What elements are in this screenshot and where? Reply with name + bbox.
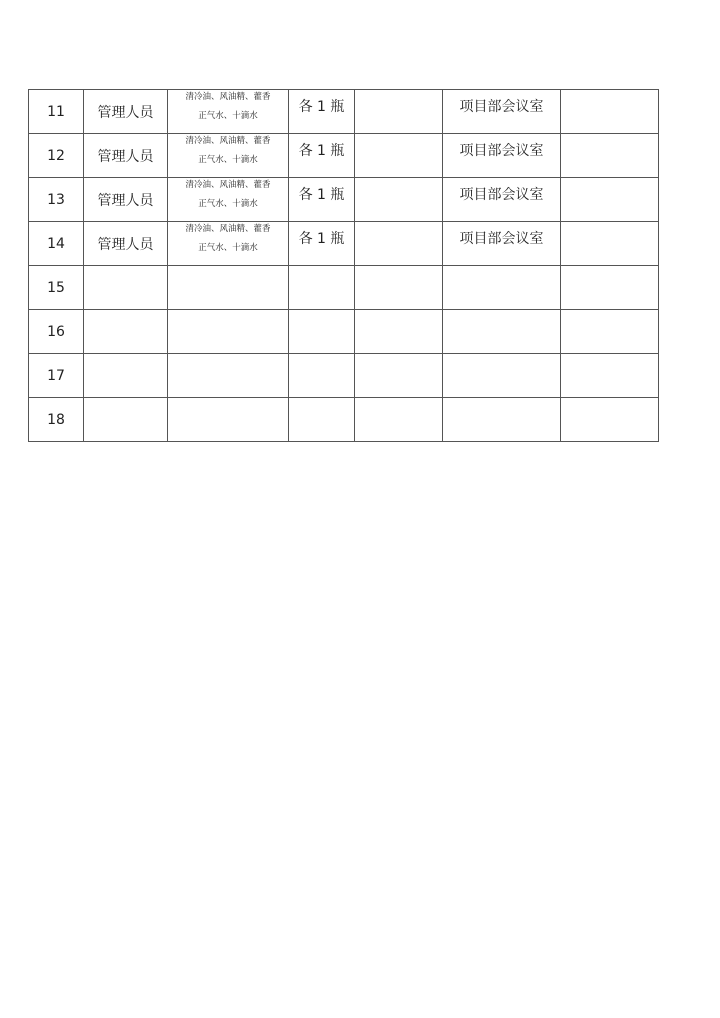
row-number: 15	[29, 266, 84, 310]
row-number: 18	[29, 398, 84, 442]
empty-cell	[355, 178, 443, 222]
note-cell	[561, 90, 659, 134]
row-number: 13	[29, 178, 84, 222]
row-number: 11	[29, 90, 84, 134]
empty-cell	[355, 134, 443, 178]
person-cell: 管理人员	[84, 134, 168, 178]
quantity-cell	[289, 310, 355, 354]
table-row	[29, 134, 659, 178]
row-number: 12	[29, 134, 84, 178]
items-line-1: 清冷油、风油精、藿香	[185, 180, 271, 190]
items-cell	[168, 354, 289, 398]
items-cell	[168, 266, 289, 310]
location-cell: 项目部会议室	[443, 178, 561, 222]
note-cell	[561, 178, 659, 222]
empty-cell	[355, 398, 443, 442]
note-cell	[561, 266, 659, 310]
table-row	[29, 398, 659, 442]
empty-cell	[355, 222, 443, 266]
note-cell	[561, 398, 659, 442]
items-cell	[168, 310, 289, 354]
location-cell	[443, 266, 561, 310]
items-line-2: 正气水、十滴水	[198, 155, 258, 165]
quantity-cell: 各 1 瓶	[289, 178, 355, 222]
note-cell	[561, 134, 659, 178]
table-row	[29, 310, 659, 354]
note-cell	[561, 222, 659, 266]
empty-cell	[355, 310, 443, 354]
table-row	[29, 90, 659, 134]
quantity-cell: 各 1 瓶	[289, 222, 355, 266]
location-cell	[443, 310, 561, 354]
table-row	[29, 266, 659, 310]
row-number: 16	[29, 310, 84, 354]
quantity-cell	[289, 354, 355, 398]
quantity-cell	[289, 266, 355, 310]
table-body	[29, 90, 659, 442]
items-cell	[168, 90, 289, 134]
person-cell: 管理人员	[84, 90, 168, 134]
location-cell: 项目部会议室	[443, 222, 561, 266]
person-cell	[84, 266, 168, 310]
table-row	[29, 354, 659, 398]
items-cell	[168, 178, 289, 222]
person-cell	[84, 354, 168, 398]
note-cell	[561, 354, 659, 398]
items-line-2: 正气水、十滴水	[198, 199, 258, 209]
supplies-table	[28, 89, 659, 442]
person-cell: 管理人员	[84, 178, 168, 222]
quantity-cell	[289, 398, 355, 442]
location-cell	[443, 354, 561, 398]
items-line-1: 清冷油、风油精、藿香	[185, 92, 271, 102]
person-cell	[84, 310, 168, 354]
location-cell	[443, 398, 561, 442]
table-row	[29, 222, 659, 266]
table-row	[29, 178, 659, 222]
note-cell	[561, 310, 659, 354]
quantity-cell: 各 1 瓶	[289, 90, 355, 134]
empty-cell	[355, 90, 443, 134]
items-cell	[168, 222, 289, 266]
items-line-2: 正气水、十滴水	[198, 243, 258, 253]
empty-cell	[355, 354, 443, 398]
person-cell	[84, 398, 168, 442]
location-cell: 项目部会议室	[443, 90, 561, 134]
row-number: 14	[29, 222, 84, 266]
items-cell	[168, 134, 289, 178]
person-cell: 管理人员	[84, 222, 168, 266]
row-number: 17	[29, 354, 84, 398]
items-line-2: 正气水、十滴水	[198, 111, 258, 121]
items-line-1: 清冷油、风油精、藿香	[185, 136, 271, 146]
quantity-cell: 各 1 瓶	[289, 134, 355, 178]
items-line-1: 清冷油、风油精、藿香	[185, 224, 271, 234]
empty-cell	[355, 266, 443, 310]
items-cell	[168, 398, 289, 442]
location-cell: 项目部会议室	[443, 134, 561, 178]
